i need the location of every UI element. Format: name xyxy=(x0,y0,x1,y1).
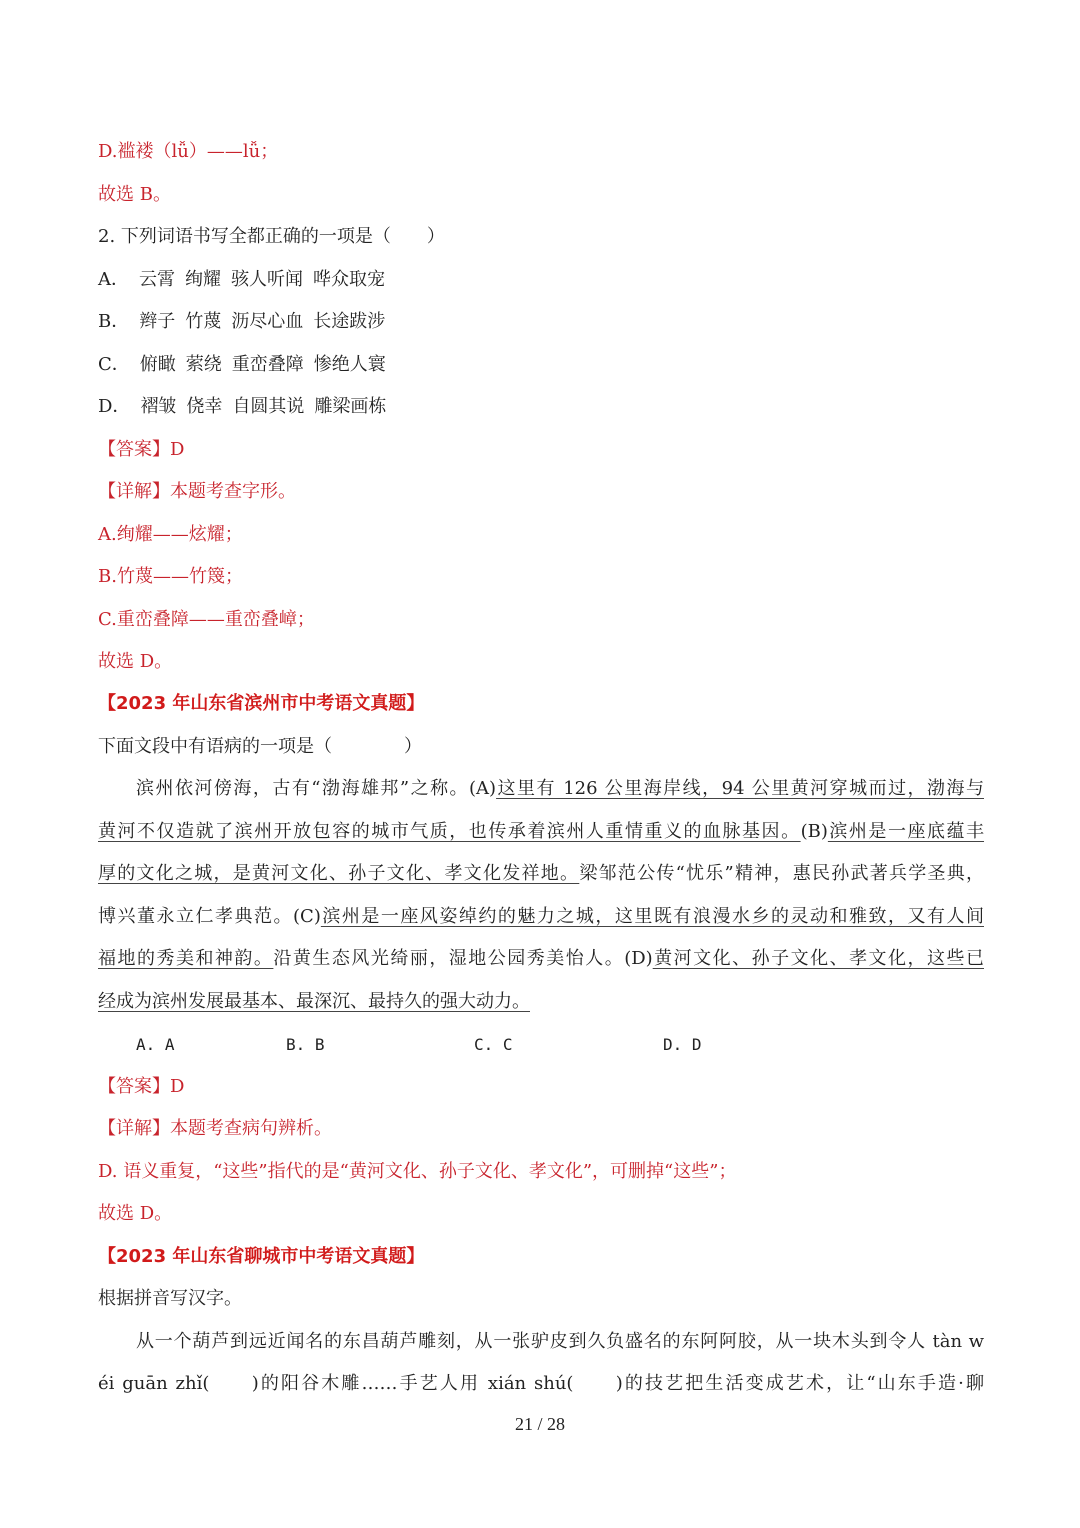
question2-stem: 2. 下列词语书写全都正确的一项是（ ） xyxy=(98,226,445,247)
question2-explanation-c: C.重峦叠障——重峦叠嶂； xyxy=(98,609,315,630)
binzhou-option-a: A. A xyxy=(136,1035,175,1054)
liaocheng-passage-line-2: éi guān zhǐ( )的阳谷木雕……手艺人用 xián shú( )的技艺把生活变成艺术，让“山东手造·聊 xyxy=(98,1373,984,1394)
question2-option-c: C． 俯瞰 萦绕 重峦叠障 惨绝人寰 xyxy=(98,354,386,375)
binzhou-passage-line-6: 经成为滨州发展最基本、最深沉、最持久的强大动力。 xyxy=(98,991,530,1012)
liaocheng-passage-line-1: 从一个葫芦到远近闻名的东昌葫芦雕刻，从一张驴皮到久负盛名的东阿阿胶，从一块木头到令人 tàn w xyxy=(136,1331,984,1352)
prev-option-d-explanation: D.褴褛（lǚ）——lǚ； xyxy=(98,141,279,162)
underlined-sentence-b: 滨州是一座底蕴丰 xyxy=(827,821,985,842)
question2-explanation-b: B.竹蔑——竹篾； xyxy=(98,566,243,587)
binzhou-explanation-d: D. 语义重复，“这些”指代的是“黄河文化、孙子文化、孝文化”，可删掉“这些”； xyxy=(98,1161,737,1182)
binzhou-passage-line-2: 黄河不仅造就了滨州开放包容的城市气质，也传承着滨州人重情重义的血脉基因。(B)滨州是一座底蕴丰 xyxy=(98,821,985,842)
question2-explanation-head: 【详解】本题考查字形。 xyxy=(98,481,296,502)
option-label: D． xyxy=(98,396,131,417)
binzhou-passage-line-5: 福地的秀美和神韵。沿黄生态风光绮丽，湿地公园秀美怡人。(D)黄河文化、孙子文化、孝文化，这些已 xyxy=(98,948,984,969)
question2-explanation-a: A.绚耀——炫耀； xyxy=(98,524,243,545)
question2-conclusion: 故选 D。 xyxy=(98,651,173,672)
liaocheng-stem: 根据拼音写汉字。 xyxy=(98,1288,242,1309)
binzhou-passage-line-4: 博兴董永立仁孝典范。(C)滨州是一座风姿绰约的魅力之城，这里既有浪漫水乡的灵动和雅致，又有人间 xyxy=(98,906,984,927)
binzhou-option-c: C. C xyxy=(474,1035,513,1054)
page-number: 21 / 28 xyxy=(514,1414,565,1434)
binzhou-option-b: B. B xyxy=(286,1035,325,1054)
option-label: A． xyxy=(98,269,129,290)
question2-answer: 【答案】D xyxy=(98,439,185,460)
binzhou-passage-line-1: 滨州依河傍海，古有“渤海雄邦”之称。(A)这里有 126 公里海岸线，94 公里黄河穿城而过，渤海与 xyxy=(136,778,984,799)
binzhou-source-heading: 【2023 年山东省滨州市中考语文真题】 xyxy=(98,693,425,714)
question2-option-d: D． 褶皱 侥幸 自圆其说 雕梁画栋 xyxy=(98,396,387,417)
question2-option-a: A． 云霄 绚耀 骇人听闻 哗众取宠 xyxy=(98,269,385,290)
underlined-sentence-c: 滨州是一座风姿绰约的魅力之城，这里既有浪漫水乡的灵动和雅致，又有人间 xyxy=(320,906,984,927)
underlined-sentence-a: 这里有 126 公里海岸线，94 公里黄河穿城而过，渤海与 xyxy=(496,778,984,799)
question2-option-b: B． 辫子 竹蔑 沥尽心血 长途跋涉 xyxy=(98,311,386,332)
binzhou-conclusion: 故选 D。 xyxy=(98,1203,173,1224)
binzhou-stem: 下面文段中有语病的一项是（ ） xyxy=(98,736,422,757)
binzhou-passage-line-3: 厚的文化之城，是黄河文化、孙子文化、孝文化发祥地。梁邹范公传“忧乐”精神，惠民孙武著兵学圣典， xyxy=(98,863,985,884)
underlined-sentence-d: 黄河文化、孙子文化、孝文化，这些已 xyxy=(652,948,984,969)
liaocheng-source-heading: 【2023 年山东省聊城市中考语文真题】 xyxy=(98,1246,425,1267)
option-label: B． xyxy=(98,311,130,332)
option-label: C． xyxy=(98,354,130,375)
prev-conclusion: 故选 B。 xyxy=(98,184,171,205)
binzhou-answer: 【答案】D xyxy=(98,1076,185,1097)
binzhou-explanation-head: 【详解】本题考查病句辨析。 xyxy=(98,1118,332,1139)
binzhou-option-d: D. D xyxy=(663,1035,702,1054)
